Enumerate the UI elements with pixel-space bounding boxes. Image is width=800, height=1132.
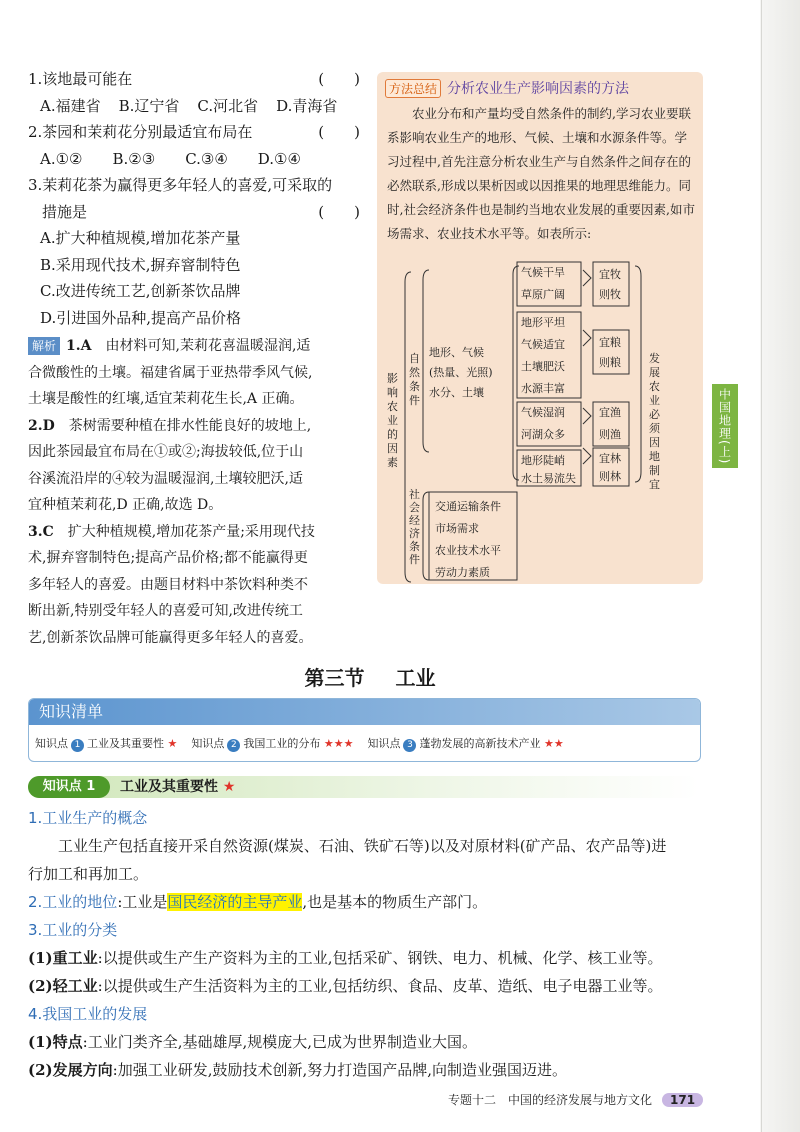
- factor-diagram: [377, 72, 703, 584]
- conclusion-label: 展: [649, 366, 660, 379]
- condition-text: 水源丰富: [521, 382, 565, 395]
- condition-text: 河湖众多: [521, 428, 565, 441]
- conclusion-label: 发: [649, 352, 660, 365]
- conclusion-label: 地: [649, 450, 660, 463]
- social-label: 件: [409, 553, 420, 566]
- heading-classification: 3.工业的分类: [28, 921, 118, 939]
- q3-option-d: D.引进国外品种,提高产品价格: [40, 308, 242, 327]
- conclusion-label: 制: [649, 464, 660, 477]
- condition-text: 地形平坦: [521, 316, 565, 329]
- footer-chapter: 专题十二 中国的经济发展与地方文化: [448, 1093, 653, 1107]
- conclusion-label: 宜: [649, 478, 660, 491]
- conclusion-label: 须: [649, 422, 660, 435]
- result-brace: [635, 266, 641, 482]
- question-3-cont: 措施是 ( ): [42, 202, 360, 221]
- question-1: 1.该地最可能在 ( ): [28, 70, 360, 88]
- heading-concept: 1.工业生产的概念: [28, 809, 148, 827]
- social-label: 条: [409, 540, 420, 553]
- section-number: 第三节: [304, 666, 365, 690]
- social-label: 经: [409, 514, 420, 527]
- group2-arrow: [583, 330, 591, 346]
- knowledge-list: [28, 698, 701, 762]
- question-2-options: A.①② B.②③ C.③④ D.①④: [40, 149, 301, 168]
- star-icon: ★★★: [323, 737, 354, 750]
- star-icon: ★: [222, 779, 236, 795]
- question-3: 3.茉莉花茶为赢得更多年轻人的喜爱,可采取的: [28, 176, 333, 194]
- natural-label: 条: [409, 380, 420, 393]
- para-direction: (2)发展方向:加强工业研发,鼓励技术创新,努力打造国产品牌,向制造业强国迈进。: [28, 1061, 568, 1079]
- knowledge-item-1[interactable]: 知识点 1 工业及其重要性 ★: [35, 737, 178, 750]
- para-status: 2.工业的地位:工业是国民经济的主导产业,也是基本的物质生产部门。: [28, 893, 488, 911]
- analysis-tag: 解析: [28, 337, 60, 355]
- condition-text: 土壤肥沃: [521, 360, 565, 373]
- heading-development: 4.我国工业的发展: [28, 1005, 148, 1023]
- page-edge: [760, 0, 800, 1132]
- condition-text: 水土易流失: [521, 472, 576, 485]
- para-light: (2)轻工业:以提供或生产生活资料为主的工业,包括纺织、食品、皮革、造纸、电子电器工业等。: [28, 977, 663, 995]
- condition-text: 地形陡峭: [521, 454, 565, 467]
- knowledge-list-title: 知识清单: [29, 699, 700, 725]
- social-factor: 农业技术水平: [435, 544, 501, 557]
- knowledge-point-bar: [28, 776, 699, 798]
- root-label: 农: [387, 400, 398, 413]
- q3-option-b: B.采用现代技术,摒弃窨制特色: [40, 255, 241, 274]
- kp-tag: 知识点 1: [28, 776, 110, 798]
- natural-label: 自: [409, 352, 420, 365]
- analysis: 解析 1.A 由材料可知,茉莉花喜温暖湿润,适 合微酸性的土壤。福建省属于亚热带季风气候, 土壤是酸性的红壤,适宜茉莉花生长,A 正确。 2.D 茶树需要种植在排水性能良好的坡地上, 因此茶园最宜布局在①或②;海拔较低,位于山 谷溪流沿岸的④较为温暖湿润,土壤较肥沃,适 宜种植茉莉花,D 正确,故选 D。 3.C 扩大种植规模,增加花茶产量;采用现代技 术,摒弃窨制特色;提高产品价格;都不能赢得更 多年轻人的喜爱。由题目材料中茶饮料种类不 断出新,特别受年轻人的喜爱可知,改进传统工 艺,创新茶饮品牌可能赢得更多年轻人的喜爱。: [28, 338, 315, 646]
- method-summary-box: [377, 72, 703, 584]
- content-body: [28, 804, 700, 1084]
- side-tab[interactable]: 中国地理(上): [712, 384, 738, 468]
- method-title: 分析农业生产影响因素的方法: [447, 81, 630, 97]
- result-text: 则渔: [599, 428, 621, 441]
- result-text: 宜牧: [599, 268, 621, 281]
- conclusion-label: 因: [649, 436, 660, 449]
- social-label: 济: [409, 527, 420, 540]
- result-text: 则林: [599, 470, 621, 483]
- question-column: [28, 66, 360, 651]
- natural-factor: (热量、光照): [429, 366, 493, 379]
- method-badge: 方法总结: [385, 79, 441, 98]
- page-footer: [448, 1091, 703, 1108]
- social-factor: 交通运输条件: [435, 500, 501, 513]
- conclusion-label: 业: [649, 394, 660, 407]
- section-title: [0, 662, 740, 691]
- root-label: 因: [387, 442, 398, 455]
- result-text: 宜林: [599, 452, 621, 465]
- root-label: 响: [387, 386, 398, 399]
- conclusion-label: 农: [649, 380, 660, 393]
- social-label: 社: [409, 488, 420, 501]
- page-number: 171: [662, 1093, 703, 1107]
- knowledge-list-items: [29, 725, 700, 752]
- condition-text: 草原广阔: [521, 288, 565, 301]
- highlight: 国民经济的主导产业: [167, 893, 303, 911]
- knowledge-item-3[interactable]: 知识点 3 蓬勃发展的高新技术产业 ★★: [367, 737, 564, 750]
- result-text: 则粮: [599, 356, 621, 369]
- condition-text: 气候适宜: [521, 338, 565, 351]
- condition-text: 气候湿润: [521, 406, 565, 419]
- result-text: 则牧: [599, 288, 621, 301]
- social-factor: 市场需求: [435, 522, 479, 535]
- q3-option-c: C.改进传统工艺,创新茶饮品牌: [40, 282, 241, 300]
- factor-diagram-svg: [377, 72, 703, 584]
- group3-arrow: [583, 408, 591, 424]
- conclusion-label: 必: [649, 408, 660, 421]
- question-1-options: A.福建省 B.辽宁省 C.河北省 D.青海省: [40, 96, 338, 115]
- natural-brace: [423, 270, 429, 452]
- cond-brace: [513, 266, 519, 480]
- root-label: 的: [387, 428, 398, 441]
- social-factor: 劳动力素质: [435, 566, 490, 579]
- para-concept-cont: 行加工和再加工。: [28, 865, 149, 883]
- natural-factor: 水分、土壤: [429, 386, 484, 399]
- para-heavy: (1)重工业:以提供或生产生产资料为主的工业,包括采矿、钢铁、电力、机械、化学、核工业等。: [28, 949, 663, 967]
- condition-text: 气候干旱: [521, 266, 565, 279]
- section-name: 工业: [395, 666, 436, 690]
- star-icon: ★★: [543, 737, 564, 750]
- natural-factor: 地形、气候: [429, 346, 484, 359]
- result-text: 宜渔: [599, 406, 621, 419]
- result-text: 宜粮: [599, 336, 621, 349]
- knowledge-item-2[interactable]: 知识点 2 我国工业的分布 ★★★: [191, 737, 354, 750]
- star-icon: ★: [167, 737, 178, 750]
- question-2: 2.茶园和茉莉花分别最适宜布局在 ( ): [28, 123, 360, 141]
- group4-arrow: [583, 448, 591, 464]
- para-features: (1)特点:工业门类齐全,基础雄厚,规模庞大,已成为世界制造业大国。: [28, 1033, 478, 1051]
- natural-label: 然: [409, 366, 420, 379]
- page-edge-line: [761, 0, 762, 1132]
- social-brace: [423, 492, 429, 580]
- kp-title: 工业及其重要性 ★: [120, 779, 236, 795]
- q3-option-a: A.扩大种植规模,增加花茶产量: [40, 229, 241, 247]
- root-label: 业: [387, 414, 398, 427]
- root-label: 素: [387, 456, 398, 469]
- natural-label: 件: [409, 394, 420, 407]
- method-paragraph: 农业分布和产量均受自然条件的制约,学习农业要联系影响农业生产的地形、气候、土壤和水源条件等。学习过程中,首先注意分析农业生产与自然条件之间存在的必然联系,形成以果析因或以因推果的地理思维能力。同时,社会经济条件也是制约当地农业发展的重要因素,如市场需求、农业技术水平等。如表所示:: [387, 106, 695, 241]
- root-label: 影: [387, 372, 398, 385]
- para-concept: 工业生产包括直接开采自然资源(煤炭、石油、铁矿石等)以及对原材料(矿产品、农产品等)进: [58, 837, 667, 855]
- social-label: 会: [409, 501, 420, 514]
- group1-arrow: [583, 270, 591, 286]
